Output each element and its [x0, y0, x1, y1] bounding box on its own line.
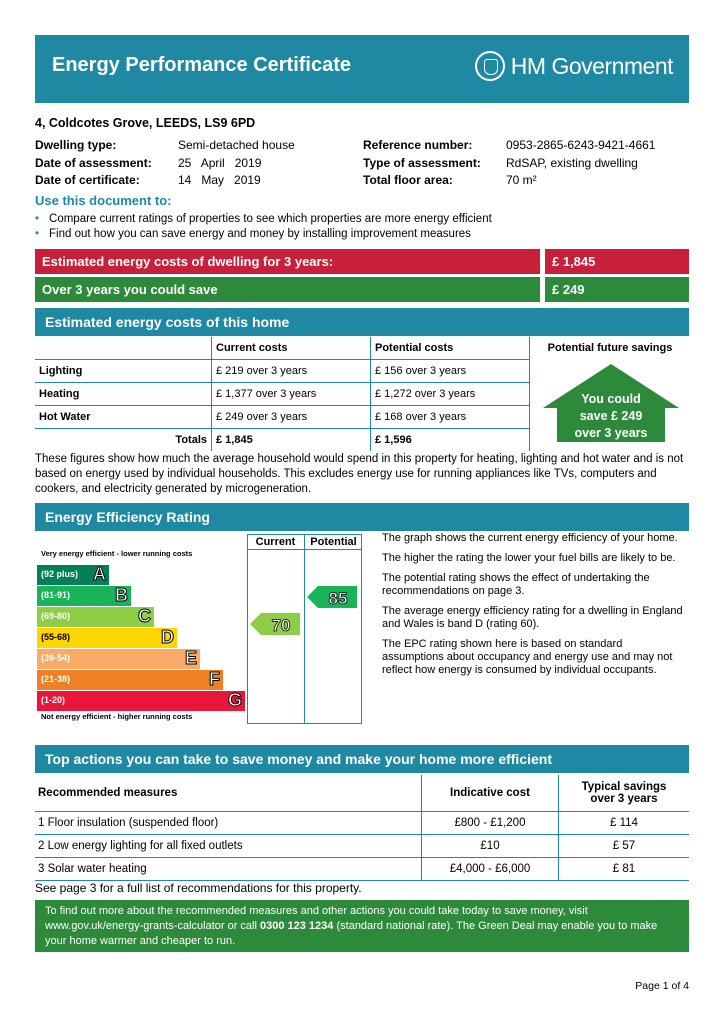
floor-area-value: 70 m² — [506, 173, 537, 187]
current-rating-value: 70 — [271, 616, 291, 635]
use-bullets — [35, 212, 492, 242]
current-costs-header: Current costs — [212, 337, 371, 360]
page-title: Energy Performance Certificate — [52, 54, 352, 76]
dwelling-type-value: Semi-detached house — [178, 138, 295, 152]
potential-rating-value: 85 — [328, 589, 348, 608]
details-right-labels — [363, 137, 481, 190]
rating-band-f: (21-38) F — [37, 670, 223, 690]
potential-costs-header: Potential costs — [371, 337, 530, 360]
savings-arrow-icon — [541, 362, 681, 444]
efficiency-section-title: Energy Efficiency Rating — [35, 503, 689, 531]
date-assessment-value: 25 April 2019 — [178, 155, 262, 170]
date-certificate-value: 14 May 2019 — [178, 173, 261, 187]
more-info-box: To find out more about the recommended measures and other actions you could take today to save money, visit www.gov.uk/energy-grants-calculator or call 0300 123 1234 (standard national rate). The Green Deal may enable you to make your home warmer and cheaper to run. — [35, 900, 689, 952]
table-row: Heating £ 1,377 over 3 years £ 1,272 over 3 years — [35, 383, 690, 406]
efficiency-chart — [35, 532, 362, 727]
cost-header: Indicative cost — [422, 775, 559, 812]
rating-band-d: (55-68) D — [37, 628, 177, 648]
costs-section-title: Estimated energy costs of this home — [35, 308, 689, 336]
measures-header: Recommended measures — [35, 775, 422, 812]
top-note: Very energy efficient - lower running costs — [41, 549, 193, 558]
dwelling-type-label: Dwelling type: — [35, 138, 117, 152]
table-row: 3 Solar water heating £4,000 - £6,000 £ 81 — [35, 858, 689, 881]
details-right-values — [506, 137, 655, 190]
potential-rating-arrow — [307, 586, 357, 608]
cost-summary-value: £ 1,845 — [545, 249, 689, 274]
floor-area-label: Total floor area: — [363, 173, 453, 187]
bullet-icon: • — [35, 228, 40, 240]
reference-number-value: 0953-2865-6243-9421-4661 — [506, 138, 656, 152]
table-row: 1 Floor insulation (suspended floor) £800 - £1,200 £ 114 — [35, 812, 689, 835]
future-savings-header: Potential future savings — [530, 337, 691, 360]
use-document-title: Use this document to: — [35, 193, 172, 208]
efficiency-text-1: The graph shows the current energy efficiency of your home. — [382, 532, 678, 544]
rating-band-e: (39-54) E — [37, 649, 200, 669]
table-row: 2 Low energy lighting for all fixed outlets £10 £ 57 — [35, 835, 689, 858]
rating-band-b: (81-91) B — [37, 586, 131, 606]
assessment-type-value: RdSAP, existing dwelling — [506, 155, 638, 170]
header-banner — [35, 35, 689, 103]
actions-section-title: Top actions you can take to save money and make your home more efficient — [35, 745, 689, 773]
arrow-line-2: save £ 249 — [579, 409, 643, 423]
bullet-item: • Compare current ratings of properties to see which properties are more energy efficient — [35, 213, 492, 225]
details-left-values — [178, 137, 295, 190]
hm-government-logo — [475, 51, 673, 81]
details-left-labels — [35, 137, 175, 190]
royal-crest-icon — [475, 51, 505, 81]
efficiency-text-4: The average energy efficiency rating for a dwelling in England and Wales is band D (rating 60). — [382, 605, 683, 630]
bullet-icon: • — [35, 213, 40, 225]
rating-band-g: (1-20) G — [37, 691, 245, 711]
bottom-note: Not energy efficient - higher running costs — [41, 712, 193, 721]
table-row: Hot Water £ 249 over 3 years £ 168 over 3 years — [35, 406, 690, 429]
rating-band-a: (92 plus) A — [37, 565, 109, 585]
cost-summary-label: Estimated energy costs of dwelling for 3 years: — [35, 249, 540, 274]
bullet-item: • Find out how you can save energy and money by installing improvement measures — [35, 228, 471, 240]
current-rating-arrow — [250, 613, 300, 635]
page-number: Page 1 of 4 — [635, 980, 689, 992]
efficiency-explanation — [382, 532, 687, 684]
property-address: 4, Coldcotes Grove, LEEDS, LS9 6PD — [35, 116, 256, 130]
recommendations-table — [35, 775, 689, 881]
arrow-line-3: over 3 years — [574, 426, 648, 440]
arrow-line-1: You could — [581, 392, 641, 406]
potential-column-header: Potential — [310, 536, 357, 548]
date-assessment-label: Date of assessment: — [35, 155, 152, 170]
rating-band-c: (69-80) C — [37, 607, 154, 627]
costs-explanation: These figures show how much the average household would spend in this property for heating, lighting and hot water and is not based on energy used by individual households. This excludes energy use for running appliances like TVs, computers and cookers, and electricity generated by microgeneration. — [35, 453, 684, 495]
reference-number-label: Reference number: — [363, 138, 473, 152]
efficiency-text-3: The potential rating shows the effect of undertaking the recommendations on page 3. — [382, 572, 650, 597]
savings-header: Typical savings over 3 years — [559, 775, 690, 812]
savings-summary-value: £ 249 — [545, 277, 689, 302]
savings-summary-label: Over 3 years you could save — [35, 277, 540, 302]
table-row-totals: Totals £ 1,845 £ 1,596 — [35, 429, 690, 452]
hm-government-text: HM Government — [510, 52, 673, 79]
current-column-header: Current — [255, 536, 296, 548]
date-certificate-label: Date of certificate: — [35, 173, 140, 187]
see-page-note: See page 3 for a full list of recommendations for this property. — [35, 881, 362, 895]
efficiency-text-5: The EPC rating shown here is based on standard assumptions about occupancy and energy use and may not reflect how energy is consumed by individual occupants. — [382, 638, 673, 676]
phone-number: 0300 123 1234 — [260, 920, 334, 932]
assessment-type-label: Type of assessment: — [363, 155, 481, 170]
table-row: Lighting £ 219 over 3 years £ 156 over 3 years — [35, 360, 690, 383]
efficiency-text-2: The higher the rating the lower your fuel bills are likely to be. — [382, 552, 676, 564]
